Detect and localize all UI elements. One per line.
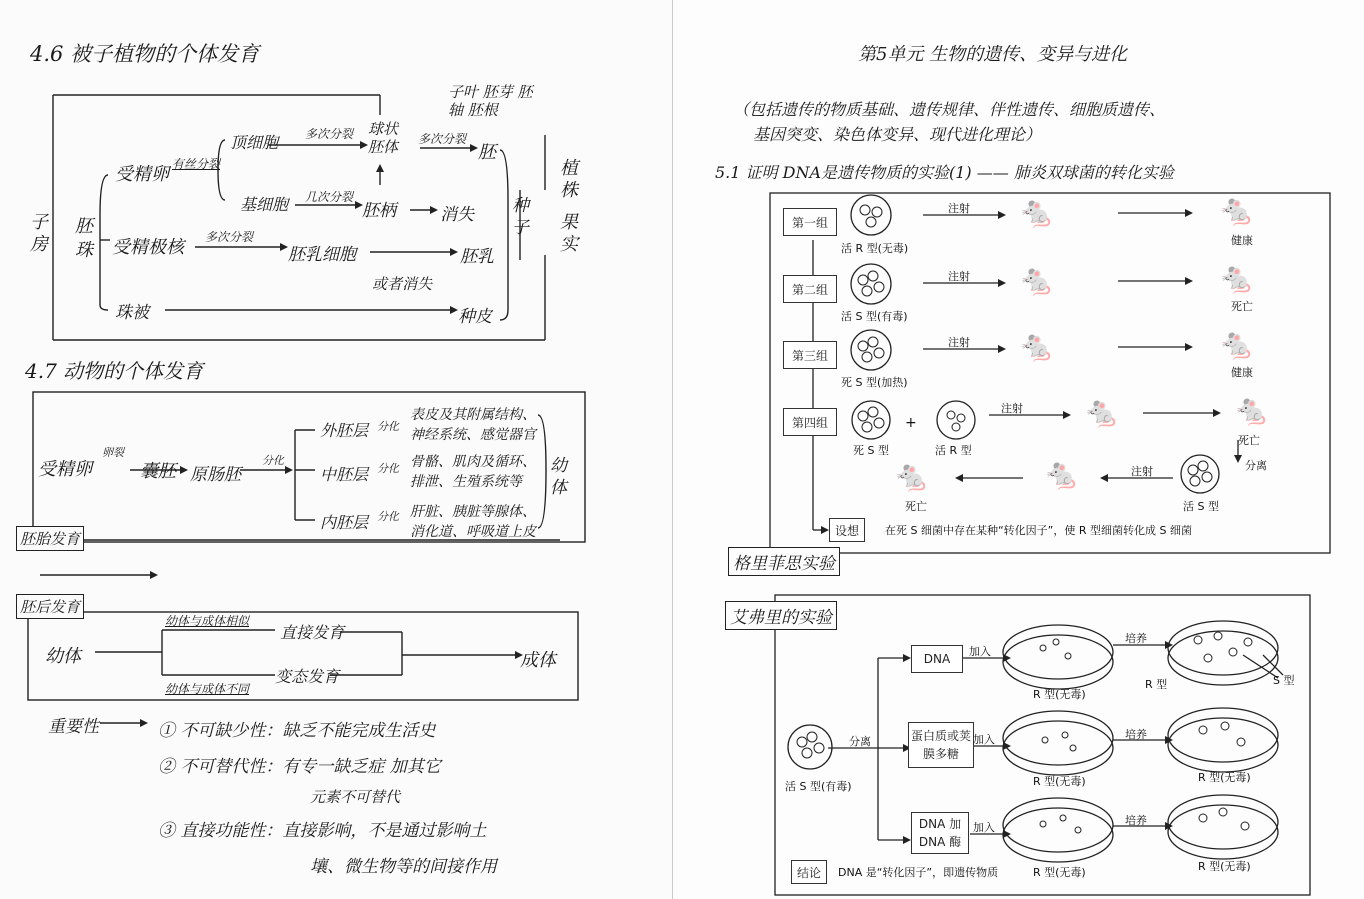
embryo-label: 胚 (478, 142, 496, 163)
multi-division-3: 多次分裂 (205, 230, 254, 244)
zygote-label: 受精卵 (38, 459, 92, 480)
griffith-caption: 格里菲思实验 (728, 547, 840, 576)
hypothesis-box: 设想 (829, 518, 865, 542)
dish2-label: R 型(无毒) (1033, 775, 1086, 788)
group-3: 第三组 (783, 341, 837, 369)
basal-cell-label: 基细胞 (240, 195, 289, 214)
add-3: 加入 (973, 821, 995, 834)
endoderm-label: 内胚层 (320, 513, 369, 532)
mouse-icon: 🐁 (1018, 263, 1056, 298)
dish1-label: R 型(无毒) (1033, 688, 1086, 701)
metamorphosis-label: 变态发育 (275, 667, 340, 686)
culture-1: 培养 (1125, 632, 1147, 645)
dish4-s-label: S 型 (1273, 674, 1295, 687)
dish4-r-label: R 型 (1145, 678, 1168, 691)
endo-diff: 分化 (377, 510, 399, 523)
culture-3: 培养 (1125, 814, 1147, 827)
mouse-icon: 🐁 (1018, 195, 1056, 230)
conclusion-text: DNA 是“转化因子”，即遗传物质 (838, 866, 999, 879)
g4-dead-s-label: 死 S 型 (853, 444, 889, 457)
section-5-1-title: 5.1 证明 DNA是遗传物质的实验(1) —— 肺炎双球菌的转化实验 (715, 163, 1174, 182)
g4-live-r-label: 活 R 型 (935, 444, 972, 457)
mitosis-label: 有丝分裂 (172, 157, 221, 171)
differentiate-label: 分化 (262, 454, 284, 467)
multi-division-1: 多次分裂 (305, 127, 354, 141)
top-cell-label: 顶细胞 (230, 133, 279, 152)
adult-label: 成体 (520, 650, 556, 671)
mouse-icon: 🐁 (1018, 329, 1056, 364)
ectoderm-fate: 表皮及其附属结构、神经系统、感觉器官 (410, 407, 536, 443)
mouse-icon: 🐁 (1218, 261, 1256, 296)
add-1: 加入 (969, 645, 991, 658)
g1-bacteria-label: 活 R 型(无毒) (841, 242, 909, 255)
unit-subtitle-2: 基因突变、染色体变异、现代进化理论） (753, 125, 1042, 144)
avery-source-label: 活 S 型(有毒) (785, 780, 852, 793)
g3-result: 健康 (1231, 366, 1253, 379)
g1-result: 健康 (1231, 234, 1253, 247)
section-4-6-title: 4.6 被子植物的个体发育 (30, 42, 260, 66)
ovary-label: 子房 (30, 212, 48, 255)
plus-sign: + (905, 415, 917, 431)
ectoderm-label: 外胚层 (320, 421, 369, 440)
inject-4: 注射 (1001, 402, 1023, 415)
integument-label: 珠被 (115, 303, 149, 323)
similar-label: 幼体与成体相似 (165, 614, 250, 628)
endosperm-label: 胚乳 (460, 247, 494, 267)
dish3-label: R 型(无毒) (1033, 866, 1086, 879)
gastrula-label: 原肠胚 (190, 465, 241, 485)
protein-box: 蛋白质或荚膜多糖 (908, 722, 974, 768)
different-label: 幼体与成体不同 (165, 682, 250, 696)
fertilized-polar-nuclei: 受精极核 (112, 237, 184, 258)
dish5-label: R 型(无毒) (1198, 771, 1251, 784)
hypothesis-text: 在死 S 细菌中存在某种“转化因子”，使 R 型细菌转化成 S 细菌 (885, 524, 1192, 537)
multi-division-2: 多次分裂 (418, 132, 467, 146)
live-s-label: 活 S 型 (1183, 500, 1219, 513)
embryonic-dev-label: 胚胎发育 (16, 526, 84, 551)
mouse-icon: 🐁 (1218, 193, 1256, 228)
larva-label: 幼体 (45, 646, 81, 667)
g2-result: 死亡 (1231, 300, 1253, 313)
endosperm-cell-label: 胚乳细胞 (288, 245, 356, 265)
seed-coat-label: 种皮 (458, 307, 492, 327)
section-4-7-title: 4.7 动物的个体发育 (25, 359, 204, 383)
mouse-icon: 🐁 (1043, 457, 1081, 492)
g2-bacteria-label: 活 S 型(有毒) (841, 310, 908, 323)
plant-label: 植株 (560, 158, 578, 201)
fruit-label: 果实 (560, 212, 578, 255)
ovule-label: 胚珠 (75, 216, 93, 261)
left-page (0, 0, 672, 899)
cleavage-label: 卵裂 (102, 446, 124, 459)
group-2: 第二组 (783, 275, 837, 303)
mouse-icon: 🐁 (1218, 327, 1256, 362)
note-2a: ② 不可替代性：有专一缺乏症 加其它 (158, 757, 441, 777)
few-divisions-label: 几次分裂 (305, 190, 354, 204)
right-page (672, 0, 1364, 899)
direct-dev-label: 直接发育 (280, 623, 345, 642)
blastula-label: 囊胚 (140, 461, 176, 482)
add-2: 加入 (973, 733, 995, 746)
endoderm-fate: 肝脏、胰脏等腺体、消化道、呼吸道上皮 (410, 504, 536, 540)
ecto-diff: 分化 (377, 420, 399, 433)
unit-title: 第5单元 生物的遗传、变异与进化 (858, 44, 1128, 65)
avery-caption: 艾弗里的实验 (725, 601, 837, 630)
mesoderm-label: 中胚层 (320, 465, 369, 484)
g4-result: 死亡 (1238, 434, 1260, 447)
inject-2: 注射 (948, 270, 970, 283)
dish6-label: R 型(无毒) (1198, 860, 1251, 873)
dna-box: DNA (911, 645, 963, 673)
final-dead-label: 死亡 (905, 500, 927, 513)
culture-2: 培养 (1125, 728, 1147, 741)
unit-subtitle-1: （包括遗传的物质基础、遗传规律、伴性遗传、细胞质遗传、 (733, 100, 1166, 119)
embryo-parts: 子叶 胚芽 胚轴 胚根 (448, 83, 533, 119)
mouse-icon: 🐁 (893, 459, 931, 494)
fertilized-egg-label: 受精卵 (115, 164, 169, 185)
group-4: 第四组 (783, 408, 837, 436)
inject-3: 注射 (948, 336, 970, 349)
note-3b: 壤、微生物等的间接作用 (310, 857, 497, 877)
disappear-label: 消失 (440, 205, 474, 225)
or-disappear-label: 或者消失 (372, 275, 433, 293)
separate-label: 分离 (1245, 459, 1267, 472)
conclusion-box: 结论 (791, 860, 827, 884)
inject-1: 注射 (948, 202, 970, 215)
note-2b: 元素不可替代 (310, 788, 401, 806)
suspensor-label: 胚柄 (362, 201, 396, 221)
postembryonic-dev-label: 胚后发育 (16, 594, 84, 619)
seed-label: 种子 (512, 196, 529, 238)
globular-embryo: 球状胚体 (368, 120, 399, 156)
mouse-icon: 🐁 (1083, 395, 1121, 430)
larva-body-label: 幼体 (550, 456, 567, 498)
group-1: 第一组 (783, 208, 837, 236)
g3-bacteria-label: 死 S 型(加热) (841, 376, 908, 389)
essential-label: 重要性 (48, 717, 99, 737)
note-1: ① 不可缺少性：缺乏不能完成生活史 (158, 721, 436, 741)
note-3a: ③ 直接功能性：直接影响，不是通过影响土 (158, 821, 487, 841)
mouse-icon: 🐁 (1233, 393, 1271, 428)
mesoderm-fate: 骨骼、肌肉及循环、排泄、生殖系统等 (410, 454, 536, 490)
dna-enzyme-box: DNA 加 DNA 酶 (911, 812, 969, 854)
avery-separate: 分离 (849, 735, 871, 748)
inject-5: 注射 (1131, 465, 1153, 478)
meso-diff: 分化 (377, 462, 399, 475)
